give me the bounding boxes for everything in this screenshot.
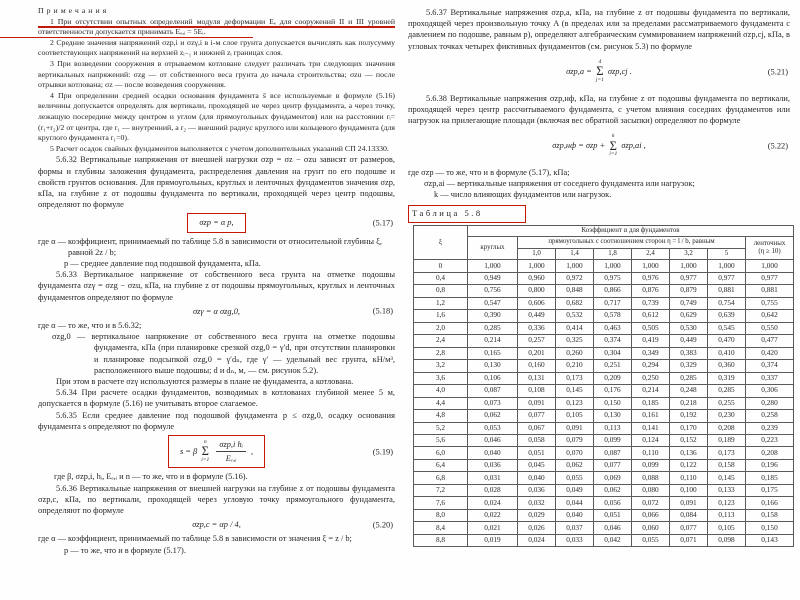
alpha-cell: 0,098	[708, 534, 746, 546]
red-box-annotation	[187, 213, 245, 232]
xi-cell: 7,6	[414, 497, 468, 509]
column-header-eta: 2,4	[632, 248, 670, 260]
alpha-cell: 0,255	[708, 397, 746, 409]
alpha-cell: 0,099	[594, 434, 632, 446]
alpha-cell: 0,175	[746, 484, 794, 496]
alpha-cell: 0,051	[594, 509, 632, 521]
alpha-cell: 0,091	[670, 497, 708, 509]
xi-cell: 5,6	[414, 434, 468, 446]
alpha-cell: 0,060	[632, 522, 670, 534]
xi-cell: 2,4	[414, 335, 468, 347]
formula-number: (5.21)	[767, 67, 788, 77]
alpha-cell: 0,143	[746, 534, 794, 546]
alpha-cell: 0,131	[518, 372, 556, 384]
alpha-cell: 0,073	[468, 397, 518, 409]
xi-cell: 1,6	[414, 310, 468, 322]
table-row	[414, 422, 794, 434]
alpha-cell: 0,067	[518, 422, 556, 434]
alpha-cell: 0,071	[670, 534, 708, 546]
column-header-round: круглых	[468, 237, 518, 260]
alpha-cell: 0,055	[632, 534, 670, 546]
alpha-cell: 0,130	[468, 360, 518, 372]
alpha-cell: 0,208	[708, 422, 746, 434]
alpha-cell: 0,070	[556, 447, 594, 459]
alpha-cell: 0,024	[518, 534, 556, 546]
alpha-cell: 0,196	[746, 459, 794, 471]
paragraph-5-6-32: 5.6.32 Вертикальные напряжения от внешней нагрузки σzp = σz − σzu зависят от размеров, формы и глубины заложения фундамента, распределения давления на грунт по его подошве и свойств грунтов основания. Для прямоугольных, круглых и ленточных фундаментов значения σzp, кПа, на глубине z от подошвы фундамента по вертикали, проходящей через центр подошвы, определяют по формуле	[38, 155, 395, 210]
table-row	[414, 534, 794, 546]
alpha-cell: 0,294	[632, 360, 670, 372]
where-clause: где α — коэффициент, принимаемый по таблице 5.8 в зависимости от значения ξ = z / b;	[38, 534, 352, 544]
alpha-cell: 0,062	[556, 459, 594, 471]
alpha-cell: 0,414	[556, 322, 594, 334]
alpha-cell: 0,033	[556, 534, 594, 546]
where-clause: σzp,аi — вертикальные напряжения от соседнего фундамента или нагрузок;	[424, 179, 695, 188]
where-clause: где σzp — то же, что и в формуле (5.17), кПа;	[408, 167, 570, 177]
alpha-cell: 0,165	[468, 347, 518, 359]
table-row	[414, 397, 794, 409]
alpha-cell: 0,550	[746, 322, 794, 334]
alpha-cell: 0,026	[518, 522, 556, 534]
alpha-cell: 0,250	[632, 372, 670, 384]
alpha-cell: 0,349	[632, 347, 670, 359]
formula-5-21: σzp,a = 4 Σ j=1 σzp,cj . (5.21)	[566, 58, 788, 83]
table-row	[414, 272, 794, 284]
table-row	[414, 310, 794, 322]
alpha-cell: 0,505	[632, 322, 670, 334]
alpha-cell: 0,682	[556, 297, 594, 309]
where-clause: где β, σzp,i, hᵢ, Eₑ,ᵢ и n — то же, что и в формуле (5.16).	[54, 472, 248, 482]
sum-symbol: 4 Σ j=1	[595, 58, 604, 83]
alpha-cell: 0,977	[746, 272, 794, 284]
xi-cell: 8,0	[414, 509, 468, 521]
sum-symbol: n Σ i=1	[201, 438, 210, 463]
paragraph-5-6-35: 5.6.35 Если среднее давление под подошвой фундамента p ≤ σzg,0, осадку основания фундамента s определяют по формуле	[38, 410, 395, 431]
alpha-cell: 0,077	[670, 522, 708, 534]
alpha-cell: 1,000	[594, 260, 632, 272]
xi-cell: 8,4	[414, 522, 468, 534]
where-clause: p — среднее давление под подошвой фундамента, кПа.	[64, 258, 261, 268]
alpha-cell: 0,110	[670, 472, 708, 484]
column-header-eta: 1,4	[556, 248, 594, 260]
alpha-cell: 0,209	[594, 372, 632, 384]
alpha-cell: 0,960	[518, 272, 556, 284]
alpha-cell: 0,251	[594, 360, 632, 372]
alpha-cell: 0,176	[594, 385, 632, 397]
alpha-cell: 0,756	[468, 285, 518, 297]
alpha-cell: 0,230	[708, 410, 746, 422]
alpha-cell: 0,152	[670, 434, 708, 446]
xi-cell: 3,2	[414, 360, 468, 372]
alpha-cell: 0,866	[594, 285, 632, 297]
alpha-cell: 0,087	[468, 385, 518, 397]
alpha-cell: 0,122	[670, 459, 708, 471]
alpha-cell: 0,336	[518, 322, 556, 334]
alpha-cell: 0,044	[556, 497, 594, 509]
xi-cell: 5,2	[414, 422, 468, 434]
alpha-cell: 0,578	[594, 310, 632, 322]
alpha-cell: 0,285	[468, 322, 518, 334]
alpha-cell: 0,449	[670, 335, 708, 347]
alpha-cell: 0,113	[708, 509, 746, 521]
alpha-cell: 0,606	[518, 297, 556, 309]
alpha-cell: 0,285	[708, 385, 746, 397]
alpha-cell: 0,749	[670, 297, 708, 309]
alpha-cell: 0,037	[556, 522, 594, 534]
column-header-xi: ξ	[414, 225, 468, 260]
alpha-cell: 0,642	[746, 310, 794, 322]
alpha-cell: 0,214	[468, 335, 518, 347]
alpha-cell: 0,876	[632, 285, 670, 297]
alpha-cell: 0,145	[708, 472, 746, 484]
alpha-cell: 0,547	[468, 297, 518, 309]
xi-cell: 4,8	[414, 410, 468, 422]
alpha-cell: 0,100	[670, 484, 708, 496]
alpha-cell: 1,000	[468, 260, 518, 272]
alpha-cell: 0,133	[708, 484, 746, 496]
red-box-annotation: s = β n Σ i=1 σzp,i hᵢ Eₑ,ᵢ ,	[168, 435, 265, 468]
alpha-cell: 0,214	[632, 385, 670, 397]
alpha-cell: 0,208	[746, 447, 794, 459]
alpha-cell: 0,306	[746, 385, 794, 397]
alpha-cell: 0,136	[670, 447, 708, 459]
formula-number: (5.20)	[372, 520, 393, 530]
alpha-cell: 0,088	[632, 472, 670, 484]
alpha-cell: 0,210	[556, 360, 594, 372]
alpha-cell: 0,972	[556, 272, 594, 284]
sum-symbol: k Σ i=1	[609, 133, 618, 158]
alpha-cell: 0,141	[632, 422, 670, 434]
alpha-cell: 0,449	[518, 310, 556, 322]
alpha-cell: 0,173	[708, 447, 746, 459]
alpha-cell: 0,754	[708, 297, 746, 309]
alpha-cell: 0,145	[556, 385, 594, 397]
where-clause: σzg,0 — вертикальное напряжение от собственного веса грунта на отметке подошвы фундамента, кПа (при планировке срезкой σzg,0 = γ′d, при отсутствии планировки и планировке подсыпкой σzg,0 = γ′dₙ, где γ′ — удельный вес грунта, кН/м³, расположенного выше подошвы; d и dₙ, м, — см. рисунок 5.2).	[52, 332, 395, 375]
table-body	[414, 260, 794, 547]
note-item: 2 Средние значения напряжений σzp,i и σzγ,i в i-м слое грунта допускается вычислять как полусумму соответствующих напряжений на верхней zᵢ₋₁ и нижней zᵢ границах слоя.	[38, 37, 395, 58]
column-header-eta: 5	[708, 248, 746, 260]
table-row	[414, 484, 794, 496]
alpha-cell: 0,975	[594, 272, 632, 284]
alpha-cell: 0,046	[468, 434, 518, 446]
alpha-cell: 0,091	[556, 422, 594, 434]
alpha-cell: 0,031	[468, 472, 518, 484]
alpha-cell: 0,036	[518, 484, 556, 496]
where-clause: где α — то же, что и в 5.6.32;	[38, 320, 142, 330]
alpha-cell: 0,170	[670, 422, 708, 434]
paragraph-note: При этом в расчете σzγ используются размеры в плане не фундамента, а котлована.	[56, 376, 354, 386]
alpha-cell: 1,000	[556, 260, 594, 272]
where-clause: p — то же, что и в формуле (5.17).	[64, 545, 186, 555]
column-header-eta: 1,8	[594, 248, 632, 260]
where-clause: где α — коэффициент, принимаемый по таблице 5.8 в зависимости от относительной глубины ξ, равной 2z / b;	[38, 236, 382, 257]
column-header-eta: 1,0	[518, 248, 556, 260]
alpha-cell: 0,056	[594, 497, 632, 509]
alpha-cell: 0,105	[556, 410, 594, 422]
alpha-cell: 0,046	[594, 522, 632, 534]
alpha-cell: 0,260	[556, 347, 594, 359]
alpha-cell: 0,532	[556, 310, 594, 322]
xi-cell: 0	[414, 260, 468, 272]
alpha-cell: 0,881	[746, 285, 794, 297]
formula-number: (5.19)	[372, 447, 393, 457]
formula-5-17	[38, 213, 395, 232]
alpha-cell: 0,185	[746, 472, 794, 484]
alpha-cell: 0,530	[670, 322, 708, 334]
note-item: 1 При отсутствии опытных определений модуля деформации Eₑ для сооружений II и III уровней ответственности допускается принимать Eₑ,ᵢ = 5Eᵢ.	[38, 16, 395, 37]
alpha-cell: 1,000	[518, 260, 556, 272]
column-header-strip: ленточных (η ≥ 10)	[746, 237, 794, 260]
notes-list	[38, 17, 395, 155]
table-row	[414, 522, 794, 534]
alpha-cell: 0,285	[670, 372, 708, 384]
alpha-cell: 0,036	[468, 459, 518, 471]
notes-title: Примечания	[38, 6, 110, 15]
alpha-cell: 0,055	[556, 472, 594, 484]
formula-5-19-lhs: s = β	[179, 447, 198, 457]
alpha-cell: 0,337	[746, 372, 794, 384]
alpha-cell: 0,201	[518, 347, 556, 359]
alpha-cell: 0,079	[556, 434, 594, 446]
alpha-cell: 0,881	[708, 285, 746, 297]
formula-number: (5.18)	[372, 306, 393, 316]
alpha-cell: 0,045	[518, 459, 556, 471]
xi-cell: 2,0	[414, 322, 468, 334]
column-header-rect: прямоугольных с соотношением сторон η = l / b, равным	[518, 237, 746, 249]
alpha-cell: 0,124	[632, 434, 670, 446]
alpha-cell: 0,084	[670, 509, 708, 521]
note-item: 3 При возведении сооружения в отрываемом котловане следует различать три следующих значения вертикальных напряжений: σzg — от собственного веса грунта до начала строительства; σzu — после отрывки котлована; σz — после возведения сооружения.	[38, 58, 395, 90]
alpha-cell: 0,639	[708, 310, 746, 322]
alpha-cell: 0,022	[468, 509, 518, 521]
alpha-cell: 0,239	[746, 422, 794, 434]
table-row	[414, 509, 794, 521]
alpha-cell: 0,257	[518, 335, 556, 347]
alpha-cell: 0,173	[556, 372, 594, 384]
xi-cell: 4,4	[414, 397, 468, 409]
alpha-cell: 0,463	[594, 322, 632, 334]
alpha-cell: 0,329	[670, 360, 708, 372]
alpha-cell: 0,062	[594, 484, 632, 496]
xi-cell: 2,8	[414, 347, 468, 359]
alpha-cell: 0,106	[468, 372, 518, 384]
alpha-cell: 0,755	[746, 297, 794, 309]
alpha-cell: 0,977	[708, 272, 746, 284]
alpha-cell: 0,248	[670, 385, 708, 397]
alpha-cell: 0,629	[670, 310, 708, 322]
alpha-cell: 0,058	[518, 434, 556, 446]
note-item: 5 Расчет осадок свайных фундаментов выполняется с учетом дополнительных указаний СП 24.13330.	[50, 143, 389, 153]
table-header-row	[414, 237, 794, 249]
alpha-cell: 0,130	[594, 410, 632, 422]
table-row	[414, 447, 794, 459]
alpha-cell: 0,325	[556, 335, 594, 347]
xi-cell: 7,2	[414, 484, 468, 496]
alpha-cell: 0,161	[632, 410, 670, 422]
paragraph-5-6-33: 5.6.33 Вертикальное напряжение от собственного веса грунта на отметке подошвы фундамента σzγ = σzg − σzu, кПа, на глубине z от подошвы прямоугольных, круглых и ленточных фундаментов определяют по формуле	[38, 270, 395, 302]
alpha-cell: 0,189	[708, 434, 746, 446]
alpha-cell: 0,374	[746, 360, 794, 372]
table-row	[414, 434, 794, 446]
alpha-cell: 1,000	[708, 260, 746, 272]
alpha-cell: 0,040	[468, 447, 518, 459]
table-row	[414, 285, 794, 297]
alpha-cell: 0,053	[468, 422, 518, 434]
alpha-cell: 0,040	[518, 472, 556, 484]
alpha-cell: 0,949	[468, 272, 518, 284]
alpha-cell: 0,080	[632, 484, 670, 496]
alpha-cell: 0,419	[632, 335, 670, 347]
column-header-span: Коэффициент α для фундаментов	[468, 225, 794, 237]
alpha-cell: 0,218	[670, 397, 708, 409]
alpha-cell: 1,000	[670, 260, 708, 272]
table-header-row	[414, 225, 794, 237]
xi-cell: 6,0	[414, 447, 468, 459]
alpha-cell: 0,612	[632, 310, 670, 322]
table-row	[414, 297, 794, 309]
alpha-cell: 0,029	[518, 509, 556, 521]
table-5-8	[413, 225, 794, 548]
paragraph-5-6-38: 5.6.38 Вертикальные напряжения σzp,нф, кПа, на глубине z от подошвы фундамента по вертикали, проходящей через центр рассчитываемого фундамента, с учетом влияния соседних фундаментов или нагрузок на прилегающие площади (включая вес обратной засыпки) определяют по формуле	[408, 93, 790, 125]
alpha-cell: 0,150	[746, 522, 794, 534]
table-row	[414, 459, 794, 471]
alpha-cell: 0,049	[556, 484, 594, 496]
formula-5-22: σzp,нф = σzp + k Σ i=1 σzp,аi , (5.22)	[552, 133, 788, 158]
formula-number: (5.22)	[767, 141, 788, 151]
xi-cell: 4,0	[414, 385, 468, 397]
xi-cell: 6,8	[414, 472, 468, 484]
alpha-cell: 0,105	[708, 522, 746, 534]
alpha-cell: 0,420	[746, 347, 794, 359]
alpha-cell: 0,091	[518, 397, 556, 409]
red-box-annotation	[408, 205, 526, 222]
alpha-cell: 0,042	[594, 534, 632, 546]
xi-cell: 0,4	[414, 272, 468, 284]
alpha-cell: 0,977	[670, 272, 708, 284]
alpha-cell: 0,800	[518, 285, 556, 297]
notes-block	[38, 6, 395, 154]
table-row	[414, 472, 794, 484]
alpha-cell: 0,410	[708, 347, 746, 359]
alpha-cell: 0,099	[632, 459, 670, 471]
formula-5-19	[38, 435, 395, 468]
alpha-cell: 0,066	[632, 509, 670, 521]
xi-cell: 6,4	[414, 459, 468, 471]
alpha-cell: 0,032	[518, 497, 556, 509]
alpha-cell: 0,160	[518, 360, 556, 372]
alpha-cell: 0,185	[632, 397, 670, 409]
table-row	[414, 335, 794, 347]
alpha-cell: 0,258	[746, 410, 794, 422]
alpha-cell: 0,390	[468, 310, 518, 322]
alpha-cell: 0,113	[594, 422, 632, 434]
alpha-cell: 0,879	[670, 285, 708, 297]
alpha-cell: 0,158	[708, 459, 746, 471]
table-row	[414, 360, 794, 372]
xi-cell: 8,8	[414, 534, 468, 546]
formula-5-20	[38, 519, 395, 530]
table-row	[414, 410, 794, 422]
alpha-cell: 0,374	[594, 335, 632, 347]
fraction: σzp,i hᵢ Eₑ,ᵢ	[216, 439, 246, 464]
alpha-cell: 0,123	[556, 397, 594, 409]
xi-cell: 0,8	[414, 285, 468, 297]
alpha-cell: 0,021	[468, 522, 518, 534]
alpha-cell: 0,166	[746, 497, 794, 509]
alpha-cell: 0,150	[594, 397, 632, 409]
alpha-cell: 0,976	[632, 272, 670, 284]
note-item: 4 При определении средней осадки основания фундамента s̄ все используемые в формуле (5.16) величины допускается определять для вертикали, проходящей не через центр фундамента, а через точку, лежащую посередине между центром и углом (для прямоугольных фундаментов) или на расстоянии rᵢ=(r₁+r₂)/2 от центра, где r₁ — внутренний, а r₂ — внешний радиус круглого или кольцевого фундамента (для круглого фундамента r₁=0).	[38, 90, 395, 143]
alpha-cell: 0,019	[468, 534, 518, 546]
alpha-cell: 0,069	[594, 472, 632, 484]
xi-cell: 1,2	[414, 297, 468, 309]
table-label: Таблица 5.8	[412, 208, 483, 219]
alpha-cell: 0,072	[632, 497, 670, 509]
paragraph-5-6-37: 5.6.37 Вертикальные напряжения σzp,a, кПа, на глубине z от подошвы фундамента по вертикали, проходящей через произвольную точку A (в пределах или за пределами рассматриваемого фундамента с давлением по подошве, равным p), определяют алгебраическим суммированием напряжений σzp,cj, кПа, в угловых точках четырех фиктивных фундаментов (см. рисунок 5.3) по формуле	[408, 8, 790, 51]
alpha-cell: 0,319	[708, 372, 746, 384]
alpha-cell: 0,383	[670, 347, 708, 359]
alpha-cell: 0,158	[746, 509, 794, 521]
alpha-cell: 0,110	[632, 447, 670, 459]
alpha-cell: 0,545	[708, 322, 746, 334]
alpha-cell: 0,062	[468, 410, 518, 422]
alpha-cell: 1,000	[746, 260, 794, 272]
alpha-cell: 1,000	[632, 260, 670, 272]
table-row	[414, 385, 794, 397]
alpha-cell: 0,360	[708, 360, 746, 372]
alpha-cell: 0,051	[518, 447, 556, 459]
alpha-cell: 0,477	[746, 335, 794, 347]
alpha-cell: 0,028	[468, 484, 518, 496]
table-row	[414, 260, 794, 272]
formula-5-17-expression: σzp = α p,	[199, 218, 234, 228]
alpha-cell: 0,223	[746, 434, 794, 446]
column-header-eta: 3,2	[670, 248, 708, 260]
table-row	[414, 347, 794, 359]
alpha-cell: 0,304	[594, 347, 632, 359]
alpha-cell: 0,739	[632, 297, 670, 309]
formula-number: (5.17)	[372, 218, 393, 228]
alpha-cell: 0,108	[518, 385, 556, 397]
where-clause: k — число влияющих фундаментов или нагрузок.	[434, 190, 612, 200]
alpha-cell: 0,024	[468, 497, 518, 509]
table-row	[414, 497, 794, 509]
alpha-cell: 0,717	[594, 297, 632, 309]
xi-cell: 3,6	[414, 372, 468, 384]
formula-5-20-expression: σzp,c = αp / 4,	[192, 520, 241, 530]
alpha-cell: 0,087	[594, 447, 632, 459]
alpha-cell: 0,040	[556, 509, 594, 521]
alpha-cell: 0,280	[746, 397, 794, 409]
alpha-cell: 0,077	[518, 410, 556, 422]
paragraph-5-6-34: 5.6.34 При расчете осадки фундаментов, возводимых в котлованах глубиной менее 5 м, допускается в формуле (5.16) не учитывать второе слагаемое.	[38, 388, 395, 409]
right-page-column	[400, 0, 800, 600]
alpha-cell: 0,192	[670, 410, 708, 422]
alpha-cell: 0,848	[556, 285, 594, 297]
alpha-cell: 0,077	[594, 459, 632, 471]
formula-5-18-expression: σzγ = α σzg,0,	[193, 306, 240, 316]
table-row	[414, 322, 794, 334]
table-row	[414, 372, 794, 384]
formula-5-18	[38, 306, 395, 317]
alpha-cell: 0,123	[708, 497, 746, 509]
paragraph-5-6-36: 5.6.36 Вертикальные напряжения от внешней нагрузки на глубине z от подошвы фундамента σzp,c, кПа, по вертикали, проходящей через угловую точку прямоугольного фундамента, определяют по формуле	[38, 483, 395, 515]
table-label-row	[408, 205, 790, 222]
alpha-cell: 0,470	[708, 335, 746, 347]
